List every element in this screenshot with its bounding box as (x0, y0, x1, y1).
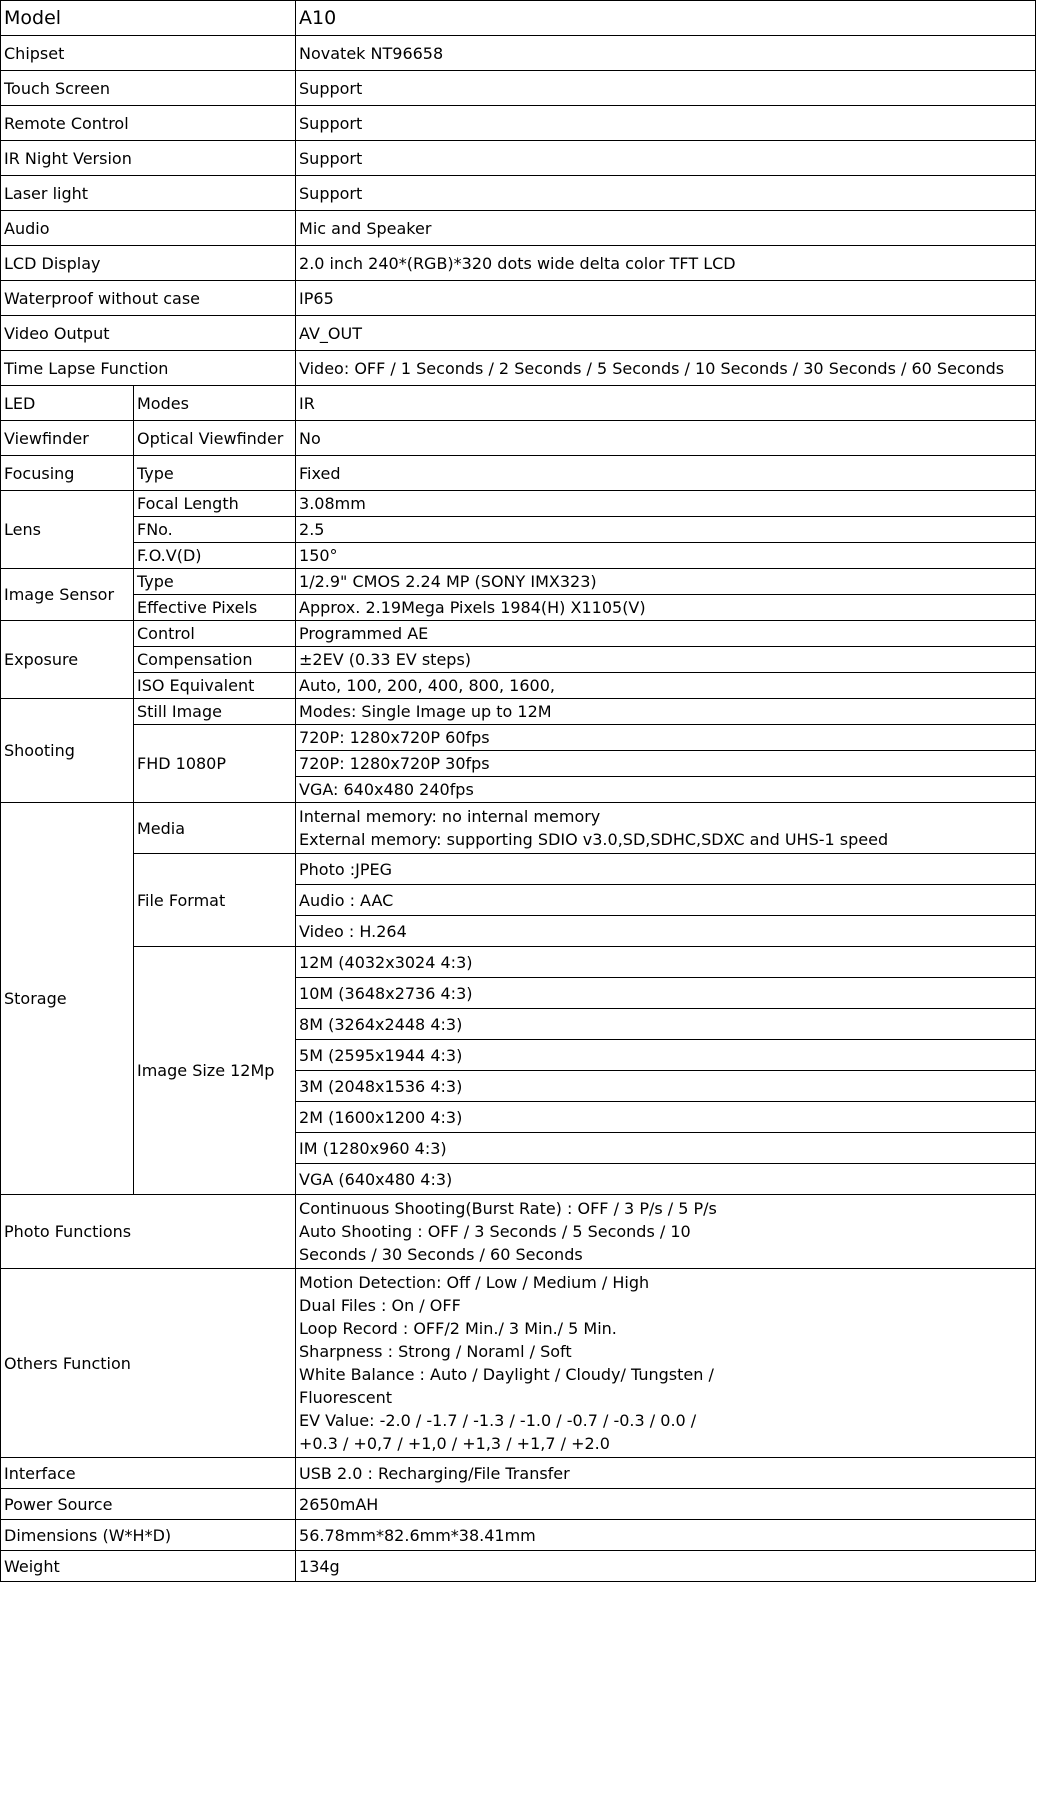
row-image-sensor (1, 569, 1036, 595)
spec-value: Motion Detection: Off / Low / Medium / High Dual Files : On / OFF Loop Record : OFF/2 Min./ 3 Min./ 5 Min. Sharpness : Strong / Noraml / Soft White Balance : Auto / Daylight / Cloudy/ Tungsten / Fluorescent EV Value: -2.0 / -1.7 / -1.3 / -1.0 / -0.7 / -0.3 / 0.0 / +0.3 / +0,7 / +1,0 / +1,3 / +1,7 / +2.0 (296, 1269, 1036, 1458)
spec-value: 3.08mm (296, 491, 1036, 517)
spec-value: Video : H.264 (296, 916, 1036, 947)
spec-label: Chipset (1, 36, 296, 71)
row-shooting (1, 699, 1036, 725)
spec-sublabel: ISO Equivalent (134, 673, 296, 699)
spec-value: 2650mAH (296, 1489, 1036, 1520)
model-label: Model (1, 1, 296, 36)
spec-sublabel: Image Size 12Mp (134, 947, 296, 1195)
spec-label: Power Source (1, 1489, 296, 1520)
row-interface (1, 1458, 1036, 1489)
row-shooting (1, 725, 1036, 751)
row-exposure (1, 673, 1036, 699)
spec-label: Storage (1, 803, 134, 1195)
spec-value: 720P: 1280x720P 30fps (296, 751, 1036, 777)
spec-label: Viewfinder (1, 421, 134, 456)
spec-sublabel: File Format (134, 854, 296, 947)
spec-sublabel: Still Image (134, 699, 296, 725)
spec-value: Support (296, 106, 1036, 141)
row-lens (1, 543, 1036, 569)
spec-value: 12M (4032x3024 4:3) (296, 947, 1036, 978)
spec-value: Approx. 2.19Mega Pixels 1984(H) X1105(V) (296, 595, 1036, 621)
spec-value: VGA (640x480 4:3) (296, 1164, 1036, 1195)
spec-label: Laser light (1, 176, 296, 211)
row-time-lapse (1, 351, 1036, 386)
row-lens (1, 517, 1036, 543)
spec-value: Support (296, 176, 1036, 211)
spec-label: Touch Screen (1, 71, 296, 106)
row-storage (1, 803, 1036, 854)
spec-sublabel: FNo. (134, 517, 296, 543)
spec-value: No (296, 421, 1036, 456)
row-lens (1, 491, 1036, 517)
spec-label: Focusing (1, 456, 134, 491)
spec-sublabel: Effective Pixels (134, 595, 296, 621)
spec-label: Image Sensor (1, 569, 134, 621)
spec-label: Waterproof without case (1, 281, 296, 316)
row-storage (1, 854, 1036, 885)
spec-value: IR (296, 386, 1036, 421)
spec-value: Modes: Single Image up to 12M (296, 699, 1036, 725)
spec-value: 150° (296, 543, 1036, 569)
spec-value: Mic and Speaker (296, 211, 1036, 246)
spec-label: Remote Control (1, 106, 296, 141)
spec-sublabel: Media (134, 803, 296, 854)
row-others-function (1, 1269, 1036, 1458)
row-storage (1, 947, 1036, 978)
model-value: A10 (296, 1, 1036, 36)
spec-sublabel: Compensation (134, 647, 296, 673)
spec-sublabel: F.O.V(D) (134, 543, 296, 569)
row-dimensions (1, 1520, 1036, 1551)
spec-value: IP65 (296, 281, 1036, 316)
row-image-sensor (1, 595, 1036, 621)
spec-value: 2.5 (296, 517, 1036, 543)
row-viewfinder (1, 421, 1036, 456)
spec-sublabel: Type (134, 569, 296, 595)
row-remote-control (1, 106, 1036, 141)
spec-label: Exposure (1, 621, 134, 699)
row-touch-screen (1, 71, 1036, 106)
row-lcd-display (1, 246, 1036, 281)
row-led (1, 386, 1036, 421)
spec-value: Support (296, 71, 1036, 106)
spec-label: Others Function (1, 1269, 296, 1458)
spec-label: LCD Display (1, 246, 296, 281)
spec-value: 3M (2048x1536 4:3) (296, 1071, 1036, 1102)
spec-sublabel: Optical Viewfinder (134, 421, 296, 456)
spec-label: Audio (1, 211, 296, 246)
row-waterproof (1, 281, 1036, 316)
spec-value: 134g (296, 1551, 1036, 1582)
spec-value: 56.78mm*82.6mm*38.41mm (296, 1520, 1036, 1551)
row-model (1, 1, 1036, 36)
spec-value: 5M (2595x1944 4:3) (296, 1040, 1036, 1071)
spec-sublabel: Type (134, 456, 296, 491)
spec-value: ±2EV (0.33 EV steps) (296, 647, 1036, 673)
row-weight (1, 1551, 1036, 1582)
row-laser-light (1, 176, 1036, 211)
spec-value: 720P: 1280x720P 60fps (296, 725, 1036, 751)
spec-value: IM (1280x960 4:3) (296, 1133, 1036, 1164)
spec-label: IR Night Version (1, 141, 296, 176)
spec-value: 2.0 inch 240*(RGB)*320 dots wide delta color TFT LCD (296, 246, 1036, 281)
spec-value: Continuous Shooting(Burst Rate) : OFF / 3 P/s / 5 P/s Auto Shooting : OFF / 3 Seconds / 5 Seconds / 10 Seconds / 30 Seconds / 60 Seconds (296, 1195, 1036, 1269)
spec-label: Video Output (1, 316, 296, 351)
spec-label: Interface (1, 1458, 296, 1489)
spec-value: Fixed (296, 456, 1036, 491)
spec-value: 2M (1600x1200 4:3) (296, 1102, 1036, 1133)
spec-sublabel: Focal Length (134, 491, 296, 517)
row-exposure (1, 621, 1036, 647)
row-power-source (1, 1489, 1036, 1520)
row-exposure (1, 647, 1036, 673)
spec-sublabel: Control (134, 621, 296, 647)
spec-label: Time Lapse Function (1, 351, 296, 386)
spec-value: VGA: 640x480 240fps (296, 777, 1036, 803)
spec-value: AV_OUT (296, 316, 1036, 351)
row-ir-night (1, 141, 1036, 176)
spec-value: Audio : AAC (296, 885, 1036, 916)
spec-label: LED (1, 386, 134, 421)
spec-sublabel: Modes (134, 386, 296, 421)
spec-value: Photo :JPEG (296, 854, 1036, 885)
spec-value: 10M (3648x2736 4:3) (296, 978, 1036, 1009)
spec-value: 8M (3264x2448 4:3) (296, 1009, 1036, 1040)
spec-label: Dimensions (W*H*D) (1, 1520, 296, 1551)
row-audio (1, 211, 1036, 246)
spec-label: Weight (1, 1551, 296, 1582)
row-video-output (1, 316, 1036, 351)
row-focusing (1, 456, 1036, 491)
spec-value: Novatek NT96658 (296, 36, 1036, 71)
spec-value: Support (296, 141, 1036, 176)
spec-label: Shooting (1, 699, 134, 803)
spec-label: Photo Functions (1, 1195, 296, 1269)
spec-label: Lens (1, 491, 134, 569)
spec-value: USB 2.0 : Recharging/File Transfer (296, 1458, 1036, 1489)
spec-value: Video: OFF / 1 Seconds / 2 Seconds / 5 Seconds / 10 Seconds / 30 Seconds / 60 Seconds (296, 351, 1036, 386)
spec-value: 1/2.9" CMOS 2.24 MP (SONY IMX323) (296, 569, 1036, 595)
spec-sublabel: FHD 1080P (134, 725, 296, 803)
spec-value: Internal memory: no internal memory External memory: supporting SDIO v3.0,SD,SDHC,SDXC and UHS-1 speed (296, 803, 1036, 854)
row-photo-functions (1, 1195, 1036, 1269)
row-chipset (1, 36, 1036, 71)
spec-value: Programmed AE (296, 621, 1036, 647)
spec-value: Auto, 100, 200, 400, 800, 1600, (296, 673, 1036, 699)
